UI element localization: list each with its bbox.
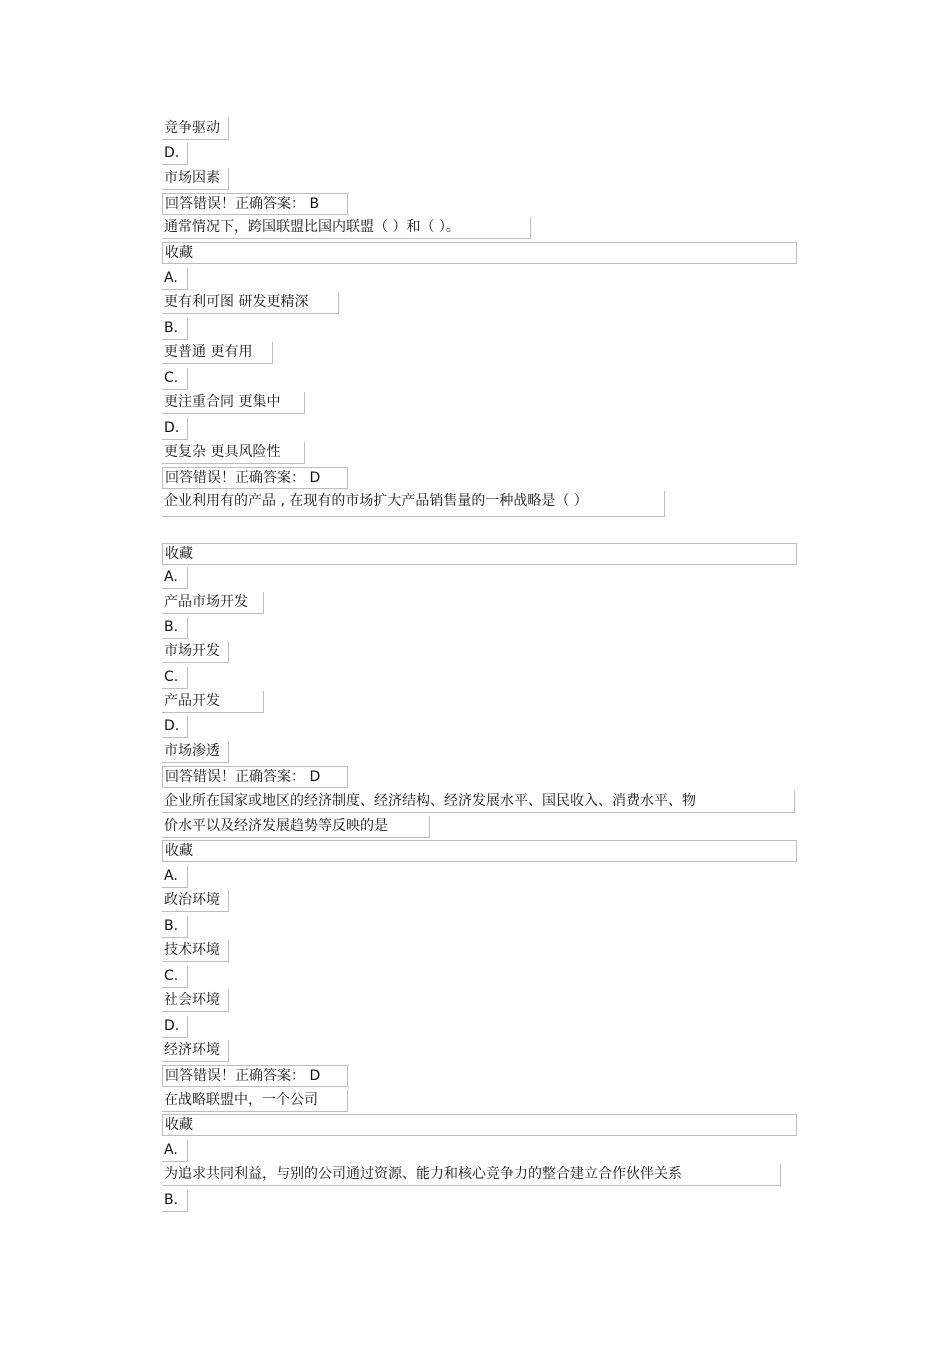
option-letter: D.: [162, 143, 188, 165]
option-text: 产品市场开发: [162, 592, 264, 614]
option-text: 为追求共同利益，与别的公司通过资源、能力和核心竞争力的整合建立合作伙伴关系: [162, 1164, 781, 1186]
option-letter: A.: [162, 268, 188, 290]
option-text: 技术环境: [162, 940, 229, 962]
answer-feedback: 回答错误！正确答案： D: [162, 1065, 348, 1087]
option-letter: C.: [162, 966, 188, 988]
answer-feedback: 回答错误！正确答案： B: [162, 193, 348, 215]
option-text: 更有利可图 研发更精深: [162, 292, 339, 314]
option-letter: A.: [162, 567, 188, 589]
favorite-button[interactable]: 收藏: [162, 1114, 797, 1136]
option-letter: C.: [162, 667, 188, 689]
option-text: 更普通 更有用: [162, 342, 273, 364]
option-text: 社会环境: [162, 990, 229, 1012]
option-letter: B.: [162, 916, 188, 938]
option-text: 更复杂 更具风险性: [162, 442, 305, 464]
option-text: 经济环境: [162, 1040, 229, 1062]
favorite-button[interactable]: 收藏: [162, 840, 797, 862]
option-text: 竞争驱动: [162, 118, 229, 140]
option-text: 政治环境: [162, 890, 229, 912]
option-letter: C.: [162, 368, 188, 390]
option-text: 市场因素: [162, 168, 229, 190]
option-letter: B.: [162, 318, 188, 340]
question-text: 价水平以及经济发展趋势等反映的是: [162, 816, 430, 838]
favorite-button[interactable]: 收藏: [162, 242, 797, 264]
option-letter: D.: [162, 418, 188, 440]
question-text: 通常情况下，跨国联盟比国内联盟（ ）和（ ）。: [162, 217, 531, 239]
option-letter: D.: [162, 1016, 188, 1038]
option-letter: A.: [162, 866, 188, 888]
option-letter: B.: [162, 617, 188, 639]
question-text: 企业所在国家或地区的经济制度、经济结构、经济发展水平、国民收入、消费水平、物: [162, 791, 795, 813]
option-text: 市场开发: [162, 641, 229, 663]
option-text: 市场渗透: [162, 741, 229, 763]
option-letter: A.: [162, 1140, 188, 1162]
option-text: 产品开发: [162, 691, 264, 713]
option-letter: B.: [162, 1190, 188, 1212]
answer-feedback: 回答错误！正确答案： D: [162, 467, 348, 489]
answer-feedback: 回答错误！正确答案： D: [162, 766, 348, 788]
option-letter: D.: [162, 716, 188, 738]
question-text: 企业利用有的产品 , 在现有的市场扩大产品销售量的一种战略是（ ）: [162, 491, 665, 517]
question-text: 在战略联盟中，一个公司: [162, 1090, 348, 1112]
option-text: 更注重合同 更集中: [162, 392, 305, 414]
favorite-button[interactable]: 收藏: [162, 543, 797, 565]
